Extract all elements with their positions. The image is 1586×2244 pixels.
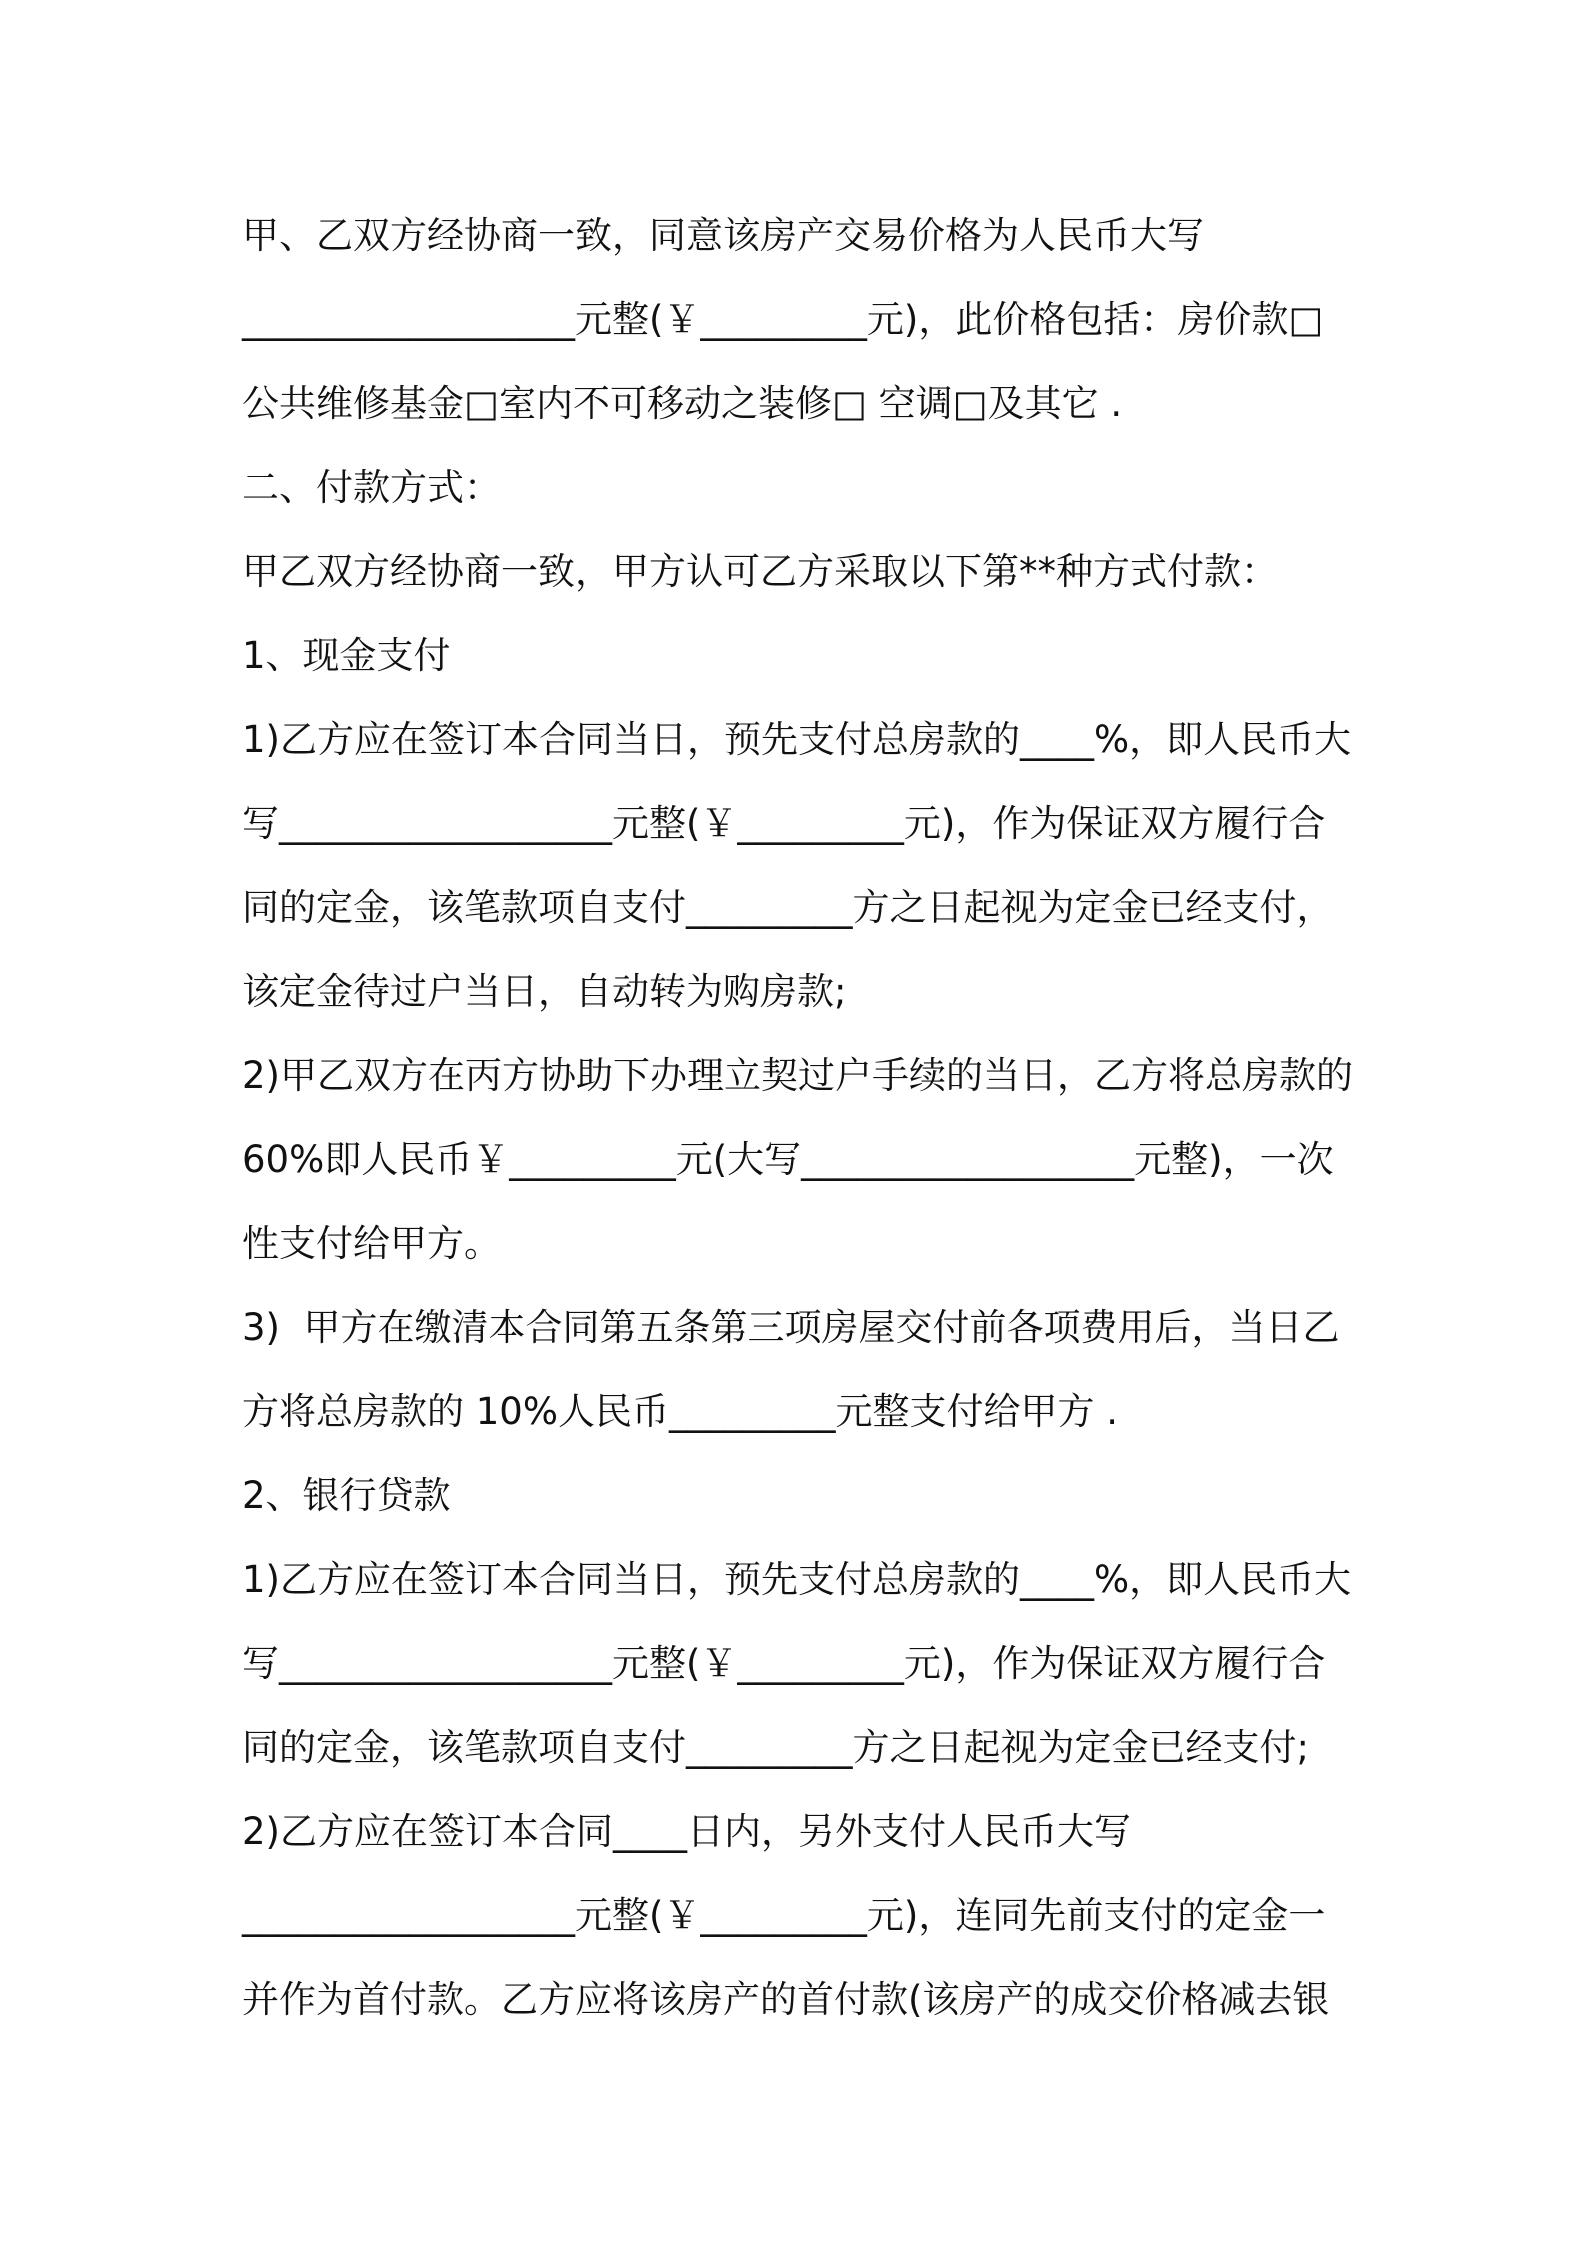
text-line: 同的定金，该笔款项自支付_________方之日起视为定金已经支付; (242, 1726, 1309, 1769)
subsection-heading: 1、现金支付 (242, 634, 451, 677)
text-line: 2)甲乙双方在丙方协助下办理立契过户手续的当日，乙方将总房款的 (242, 1054, 1353, 1097)
text-line: 甲乙双方经协商一致，甲方认可乙方采取以下第**种方式付款： (242, 550, 1278, 593)
subsection-heading: 2、银行贷款 (242, 1474, 451, 1517)
text-line: __________________元整(￥_________元)，此价格包括：房价款□ (242, 298, 1324, 341)
section-heading: 二、付款方式： (242, 466, 501, 509)
text-line: 并作为首付款。乙方应将该房产的首付款(该房产的成交价格减去银 (242, 1978, 1330, 2021)
text-line: __________________元整(￥_________元)，连同先前支付的定金一 (242, 1894, 1326, 1937)
text-line: 公共维修基金□室内不可移动之装修□ 空调□及其它 . (242, 382, 1123, 425)
text-line: 2)乙方应在签订本合同____日内，另外支付人民币大写 (242, 1810, 1131, 1853)
text-line: 甲、乙双方经协商一致，同意该房产交易价格为人民币大写 (242, 214, 1204, 257)
text-line: 1)乙方应在签订本合同当日，预先支付总房款的____%，即人民币大 (242, 718, 1352, 761)
text-line: 写__________________元整(￥_________元)，作为保证双方履行合 (242, 802, 1326, 845)
text-line: 1)乙方应在签订本合同当日，预先支付总房款的____%，即人民币大 (242, 1558, 1352, 1601)
text-line: 性支付给甲方。 (242, 1222, 501, 1265)
text-line: 写__________________元整(￥_________元)，作为保证双方履行合 (242, 1642, 1326, 1685)
text-line: 60%即人民币￥_________元(大写__________________元整)，一次 (242, 1138, 1334, 1181)
text-line: 3) 甲方在缴清本合同第五条第三项房屋交付前各项费用后，当日乙 (242, 1306, 1340, 1349)
text-line: 方将总房款的 10%人民币_________元整支付给甲方 . (242, 1390, 1119, 1433)
text-line: 该定金待过户当日，自动转为购房款; (242, 970, 847, 1013)
text-line: 同的定金，该笔款项自支付_________方之日起视为定金已经支付， (242, 886, 1334, 929)
contract-text (242, 194, 1362, 2042)
